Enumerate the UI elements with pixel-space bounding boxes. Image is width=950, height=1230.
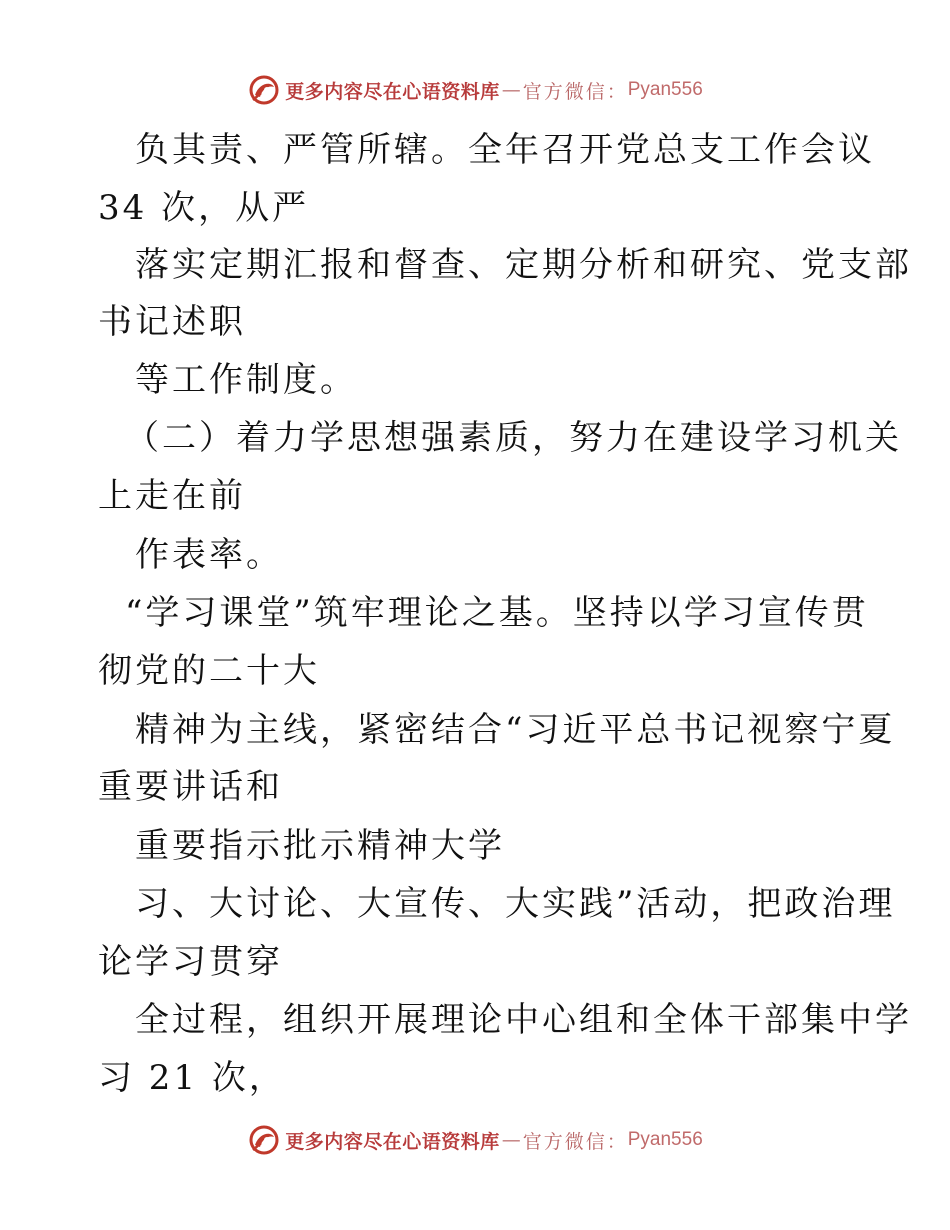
red-swirl-logo-icon: [247, 73, 281, 107]
body-line: 习 21 次，: [98, 1058, 286, 1098]
watermark-wechat-label: 官方微信：: [522, 80, 628, 103]
red-swirl-logo-icon: [247, 1123, 281, 1157]
watermark-wechat-label: 官方微信：: [522, 1130, 628, 1153]
body-line: 书记述职: [98, 302, 246, 342]
watermark-header: [0, 70, 950, 110]
body-line: （二）着力学思想强素质，努力在建设学习机关: [125, 418, 902, 458]
body-line: 精神为主线，紧密结合“习近平总书记视察宁夏: [135, 710, 896, 750]
watermark-wechat-id: Pyan556: [627, 1129, 703, 1150]
body-line: 重要指示批示精神大学: [135, 826, 505, 866]
watermark-text: 更多内容尽在心语资料库: [285, 80, 500, 103]
watermark-separator: —: [501, 79, 521, 101]
watermark-footer: [0, 1120, 950, 1160]
body-line: 上走在前: [98, 476, 246, 516]
body-line: 负其责、严管所辖。全年召开党总支工作会议: [135, 130, 875, 170]
body-line: 习、大讨论、大宣传、大实践”活动，把政治理: [135, 884, 896, 924]
body-line: 作表率。: [135, 535, 283, 575]
body-line: 等工作制度。: [135, 360, 357, 400]
body-line: 重要讲话和: [98, 767, 283, 807]
body-line: 34 次，从严: [98, 188, 310, 228]
watermark-wechat-id: Pyan556: [627, 79, 703, 100]
body-line: 落实定期汇报和督查、定期分析和研究、党支部: [135, 245, 912, 285]
body-line: “学习课堂”筑牢理论之基。坚持以学习宣传贯: [125, 593, 869, 633]
body-line: 全过程，组织开展理论中心组和全体干部集中学: [135, 1000, 912, 1040]
body-line: 论学习贯穿: [98, 942, 283, 982]
body-line: 彻党的二十大: [98, 651, 320, 691]
watermark-separator: —: [501, 1129, 521, 1151]
watermark-text: 更多内容尽在心语资料库: [285, 1130, 500, 1153]
